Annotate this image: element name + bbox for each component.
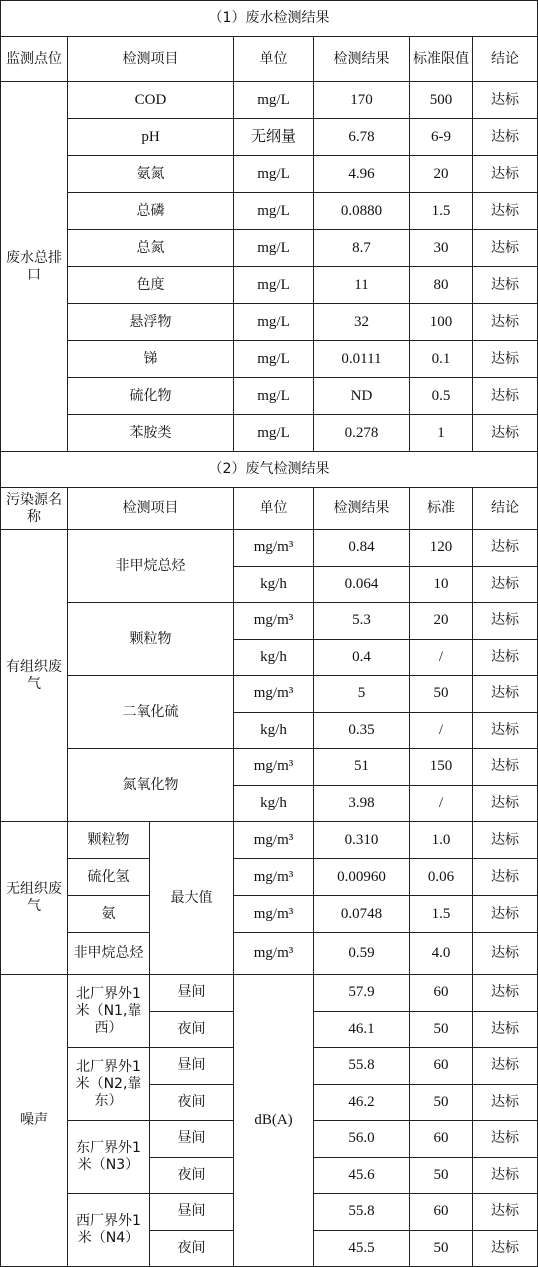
table-row — [1, 452, 538, 488]
result: 55.8 — [314, 1194, 410, 1231]
conclusion: 达标 — [473, 156, 538, 193]
table-row — [1, 156, 538, 193]
period: 昼间 — [150, 1048, 234, 1085]
result: 0.310 — [314, 822, 410, 859]
table-row — [1, 37, 538, 82]
header-limit: 标准限值 — [410, 37, 473, 82]
conclusion: 达标 — [473, 712, 538, 749]
unit: mg/m³ — [234, 859, 314, 896]
table-row — [1, 193, 538, 230]
result: 0.35 — [314, 712, 410, 749]
standard: 50 — [410, 1084, 473, 1121]
table-row — [1, 530, 538, 567]
limit: 1 — [410, 415, 473, 452]
conclusion: 达标 — [473, 676, 538, 713]
period: 夜间 — [150, 1011, 234, 1048]
item: 颗粒物 — [68, 822, 150, 859]
noise-location: 东厂界外1米（N3） — [68, 1121, 150, 1194]
unit: kg/h — [234, 785, 314, 822]
header-conclusion: 结论 — [473, 37, 538, 82]
table-row — [1, 933, 538, 975]
noise-location: 西厂界外1米（N4） — [68, 1194, 150, 1267]
result: 0.4 — [314, 639, 410, 676]
table-row — [1, 230, 538, 267]
standard: 60 — [410, 1194, 473, 1231]
item: 氨 — [68, 896, 150, 933]
table-row — [1, 822, 538, 859]
conclusion: 达标 — [473, 603, 538, 640]
header-source: 污染源名称 — [1, 488, 68, 530]
unit: mg/L — [234, 341, 314, 378]
result: 46.2 — [314, 1084, 410, 1121]
conclusion: 达标 — [473, 1121, 538, 1158]
conclusion: 达标 — [473, 1194, 538, 1231]
conclusion: 达标 — [473, 1011, 538, 1048]
result: 0.59 — [314, 933, 410, 975]
header-standard: 标准 — [410, 488, 473, 530]
standard: 60 — [410, 1048, 473, 1085]
limit: 6-9 — [410, 119, 473, 156]
conclusion: 达标 — [473, 975, 538, 1012]
result: 45.6 — [314, 1157, 410, 1194]
result: 6.78 — [314, 119, 410, 156]
limit: 0.5 — [410, 378, 473, 415]
item: 苯胺类 — [68, 415, 234, 452]
section-title: （1）废水检测结果 — [1, 1, 538, 37]
monitoring-point: 废水总排口 — [1, 82, 68, 452]
conclusion: 达标 — [473, 530, 538, 567]
unit: kg/h — [234, 639, 314, 676]
table-row — [1, 1, 538, 37]
unit: mg/L — [234, 156, 314, 193]
unit: kg/h — [234, 712, 314, 749]
result: 0.0111 — [314, 341, 410, 378]
source-noise: 噪声 — [1, 975, 68, 1267]
conclusion: 达标 — [473, 933, 538, 975]
result: 0.278 — [314, 415, 410, 452]
conclusion: 达标 — [473, 785, 538, 822]
header-item: 检测项目 — [68, 488, 234, 530]
unit: kg/h — [234, 566, 314, 603]
item: COD — [68, 82, 234, 119]
standard: 60 — [410, 975, 473, 1012]
period: 昼间 — [150, 975, 234, 1012]
result: 0.0748 — [314, 896, 410, 933]
standard: 60 — [410, 1121, 473, 1158]
limit: 1.5 — [410, 193, 473, 230]
result: 0.00960 — [314, 859, 410, 896]
item: 非甲烷总烃 — [68, 530, 234, 603]
conclusion: 达标 — [473, 304, 538, 341]
item: 氨氮 — [68, 156, 234, 193]
result: 5.3 — [314, 603, 410, 640]
result: 57.9 — [314, 975, 410, 1012]
limit: 500 — [410, 82, 473, 119]
result: 11 — [314, 267, 410, 304]
table-row — [1, 341, 538, 378]
conclusion: 达标 — [473, 1230, 538, 1267]
table-row — [1, 859, 538, 896]
header-point: 监测点位 — [1, 37, 68, 82]
result: 32 — [314, 304, 410, 341]
unit: mg/L — [234, 193, 314, 230]
result: 3.98 — [314, 785, 410, 822]
period: 昼间 — [150, 1121, 234, 1158]
unit: mg/m³ — [234, 749, 314, 786]
unit: mg/L — [234, 378, 314, 415]
conclusion: 达标 — [473, 639, 538, 676]
noise-location: 北厂界外1米（N2,靠东） — [68, 1048, 150, 1121]
unit: mg/L — [234, 230, 314, 267]
item: 色度 — [68, 267, 234, 304]
table-row — [1, 415, 538, 452]
header-item: 检测项目 — [68, 37, 234, 82]
table-row — [1, 267, 538, 304]
result: 55.8 — [314, 1048, 410, 1085]
table-row — [1, 304, 538, 341]
item: 硫化物 — [68, 378, 234, 415]
item: 氮氧化物 — [68, 749, 234, 822]
table-row — [1, 896, 538, 933]
item: 锑 — [68, 341, 234, 378]
conclusion: 达标 — [473, 1048, 538, 1085]
source-unorganized: 无组织废气 — [1, 822, 68, 975]
standard: / — [410, 712, 473, 749]
result: 56.0 — [314, 1121, 410, 1158]
result: 45.5 — [314, 1230, 410, 1267]
standard: 1.5 — [410, 896, 473, 933]
header-unit: 单位 — [234, 488, 314, 530]
max-value-label: 最大值 — [150, 822, 234, 975]
result: 51 — [314, 749, 410, 786]
limit: 80 — [410, 267, 473, 304]
limit: 20 — [410, 156, 473, 193]
standard: 20 — [410, 603, 473, 640]
unit: dB(A) — [234, 975, 314, 1267]
standard: / — [410, 639, 473, 676]
item: 二氧化硫 — [68, 676, 234, 749]
period: 夜间 — [150, 1084, 234, 1121]
conclusion: 达标 — [473, 378, 538, 415]
result: 5 — [314, 676, 410, 713]
limit: 0.1 — [410, 341, 473, 378]
unit: mg/L — [234, 267, 314, 304]
table-row — [1, 749, 538, 786]
result: 8.7 — [314, 230, 410, 267]
item: 非甲烷总烃 — [68, 933, 150, 975]
limit: 30 — [410, 230, 473, 267]
result: 0.0880 — [314, 193, 410, 230]
table-row — [1, 488, 538, 530]
unit: mg/m³ — [234, 603, 314, 640]
unit: 无纲量 — [234, 119, 314, 156]
standard: 50 — [410, 1230, 473, 1267]
header-unit: 单位 — [234, 37, 314, 82]
result: 4.96 — [314, 156, 410, 193]
unit: mg/m³ — [234, 676, 314, 713]
conclusion: 达标 — [473, 859, 538, 896]
conclusion: 达标 — [473, 822, 538, 859]
unit: mg/m³ — [234, 933, 314, 975]
item: 总氮 — [68, 230, 234, 267]
unit: mg/m³ — [234, 530, 314, 567]
conclusion: 达标 — [473, 193, 538, 230]
item: 悬浮物 — [68, 304, 234, 341]
noise-location: 北厂界外1米（N1,靠西） — [68, 975, 150, 1048]
table-row — [1, 975, 538, 1012]
table-row — [1, 378, 538, 415]
table-row — [1, 603, 538, 640]
period: 昼间 — [150, 1194, 234, 1231]
standard: 0.06 — [410, 859, 473, 896]
conclusion: 达标 — [473, 119, 538, 156]
standard: 150 — [410, 749, 473, 786]
standard: / — [410, 785, 473, 822]
limit: 100 — [410, 304, 473, 341]
item: pH — [68, 119, 234, 156]
standard: 50 — [410, 1157, 473, 1194]
conclusion: 达标 — [473, 230, 538, 267]
unit: mg/m³ — [234, 822, 314, 859]
item: 总磷 — [68, 193, 234, 230]
conclusion: 达标 — [473, 1157, 538, 1194]
standard: 50 — [410, 1011, 473, 1048]
unit: mg/L — [234, 415, 314, 452]
item: 硫化氢 — [68, 859, 150, 896]
period: 夜间 — [150, 1230, 234, 1267]
table-row — [1, 676, 538, 713]
conclusion: 达标 — [473, 267, 538, 304]
unit: mg/L — [234, 304, 314, 341]
conclusion: 达标 — [473, 82, 538, 119]
standard: 10 — [410, 566, 473, 603]
table-row — [1, 119, 538, 156]
result: 170 — [314, 82, 410, 119]
conclusion: 达标 — [473, 749, 538, 786]
section-title: （2）废气检测结果 — [1, 452, 538, 488]
result: 46.1 — [314, 1011, 410, 1048]
result: 0.84 — [314, 530, 410, 567]
result: ND — [314, 378, 410, 415]
conclusion: 达标 — [473, 1084, 538, 1121]
header-result: 检测结果 — [314, 37, 410, 82]
header-conclusion: 结论 — [473, 488, 538, 530]
result: 0.064 — [314, 566, 410, 603]
standard: 4.0 — [410, 933, 473, 975]
unit: mg/m³ — [234, 896, 314, 933]
table-row — [1, 82, 538, 119]
conclusion: 达标 — [473, 341, 538, 378]
item: 颗粒物 — [68, 603, 234, 676]
period: 夜间 — [150, 1157, 234, 1194]
source-organized: 有组织废气 — [1, 530, 68, 822]
header-result: 检测结果 — [314, 488, 410, 530]
standard: 120 — [410, 530, 473, 567]
standard: 50 — [410, 676, 473, 713]
conclusion: 达标 — [473, 566, 538, 603]
conclusion: 达标 — [473, 415, 538, 452]
conclusion: 达标 — [473, 896, 538, 933]
standard: 1.0 — [410, 822, 473, 859]
unit: mg/L — [234, 82, 314, 119]
